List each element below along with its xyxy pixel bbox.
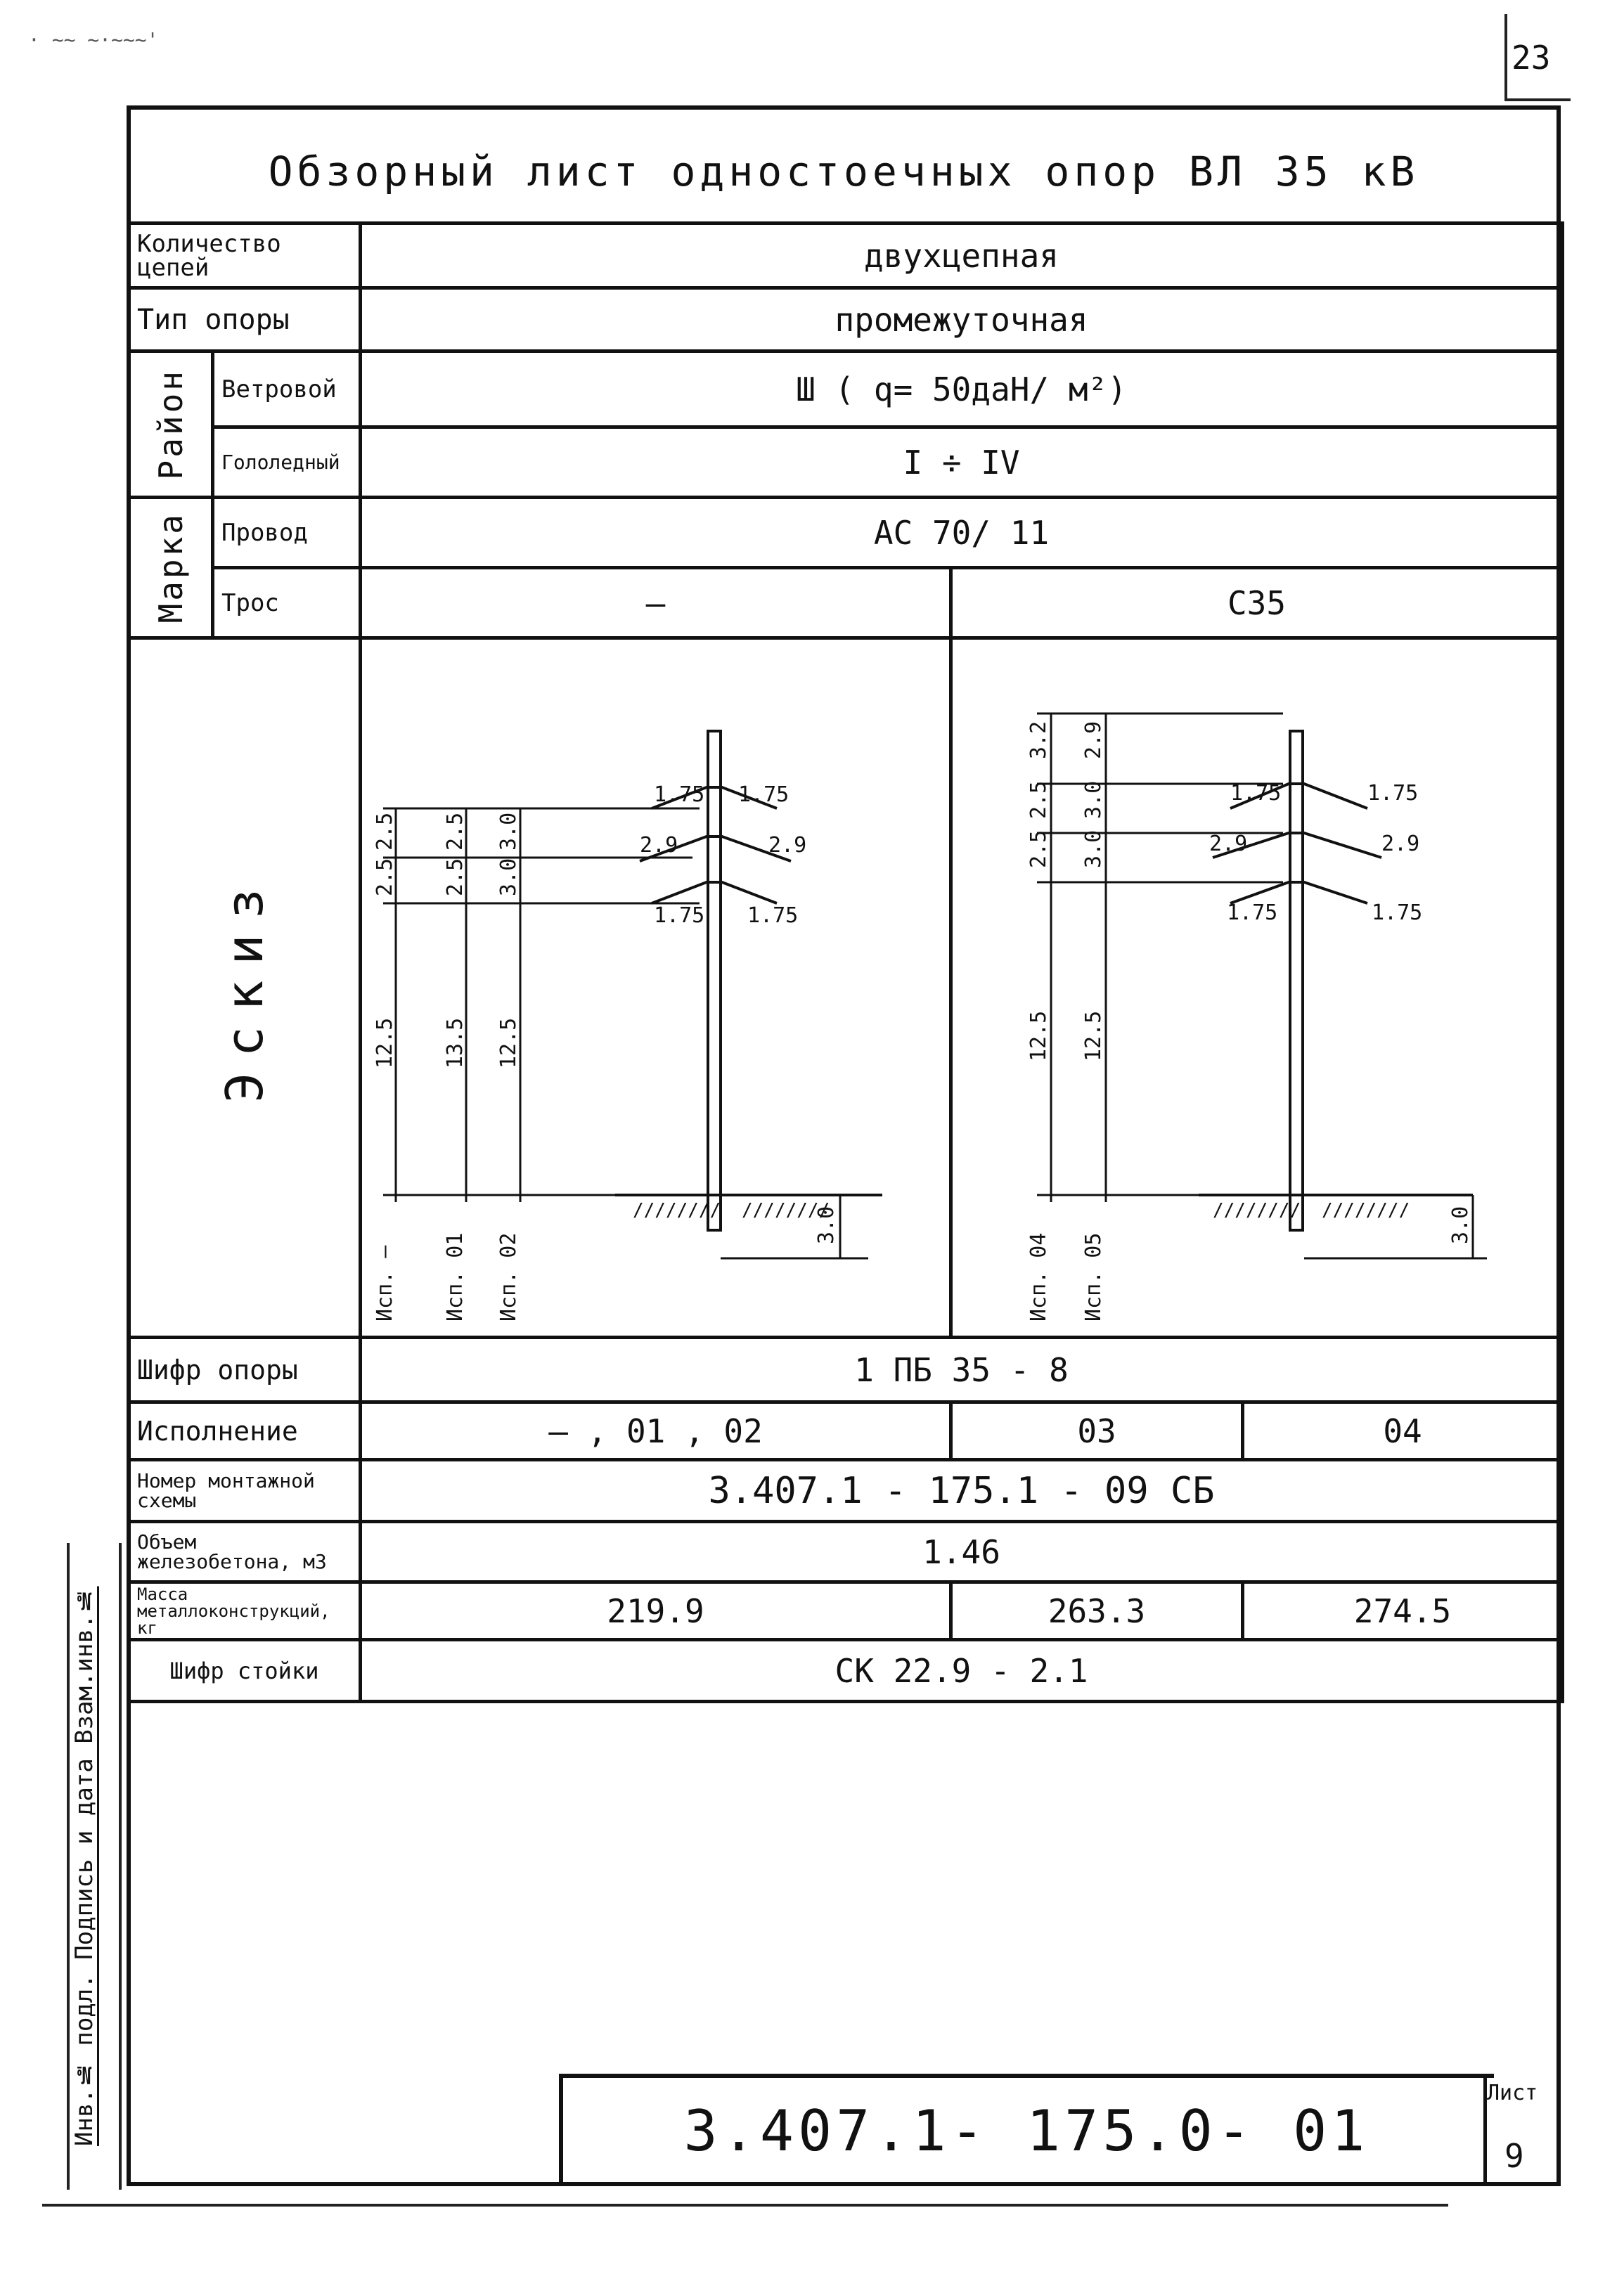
left-c3-a: 3.0 xyxy=(496,812,522,851)
row-scheme xyxy=(129,1460,1563,1522)
right-depth: 3.0 xyxy=(1448,1206,1474,1244)
sketch-label-cell xyxy=(129,638,361,1338)
left-low-l: 1.75 xyxy=(654,903,705,928)
circuits-value: двухцепная xyxy=(361,224,1563,288)
left-depth: 3.0 xyxy=(814,1206,839,1244)
row-concrete xyxy=(129,1522,1563,1582)
right-var-0: Исп. 04 xyxy=(1026,1232,1052,1322)
right-low-r: 1.75 xyxy=(1372,900,1423,925)
sketch-right xyxy=(951,638,1563,1338)
row-code xyxy=(129,1338,1563,1402)
sketch-right-drawing xyxy=(953,640,1557,1336)
metal-b: 263.3 xyxy=(951,1582,1243,1640)
right-c2-b: 3.0 xyxy=(1081,780,1107,819)
left-mid-l: 2.9 xyxy=(640,833,678,858)
wind-value: Ш ( q= 50даН/ м²) xyxy=(361,351,1563,427)
row-sketch xyxy=(129,638,1563,1338)
left-var-2: Исп. 02 xyxy=(496,1232,522,1322)
row-circuits xyxy=(129,224,1563,288)
left-c1-b: 2.5 xyxy=(373,858,398,896)
right-c1-d: 12.5 xyxy=(1026,1010,1052,1061)
right-low-l: 1.75 xyxy=(1227,900,1278,925)
sketch-label: Эскиз xyxy=(214,872,274,1103)
right-mid-l: 2.9 xyxy=(1209,832,1248,856)
row-cable xyxy=(129,568,1563,638)
row-metal xyxy=(129,1582,1563,1640)
brand-group-label: Марка xyxy=(151,512,190,624)
type-label: Тип опоры xyxy=(129,288,361,351)
version-a: — , 01 , 02 xyxy=(361,1402,951,1460)
right-c2-a: 2.9 xyxy=(1081,721,1107,759)
version-b: 03 xyxy=(951,1402,1243,1460)
ground-hatch-left: //////// xyxy=(633,1200,721,1221)
scan-marks: · ~~ ~·~~~' xyxy=(28,28,159,51)
pole-right xyxy=(1290,731,1303,1230)
row-version xyxy=(129,1402,1563,1460)
spec-table xyxy=(127,221,1564,1703)
type-value: промежуточная xyxy=(361,288,1563,351)
left-var-1: Исп. 01 xyxy=(443,1232,468,1322)
row-pole xyxy=(129,1640,1563,1702)
left-c3-c: 12.5 xyxy=(496,1017,522,1068)
right-c2-d: 12.5 xyxy=(1081,1010,1107,1061)
sketch-left xyxy=(361,638,951,1338)
cable-label: Трос xyxy=(213,568,361,638)
crossarm-left-low xyxy=(652,882,777,903)
sketch-left-drawing xyxy=(362,640,946,1336)
left-var-0: Исп. — xyxy=(373,1245,398,1322)
pole-label: Шифр стойки xyxy=(129,1640,361,1702)
left-top-l: 1.75 xyxy=(654,782,705,807)
document-code: 3.407.1- 175.0- 01 xyxy=(683,2098,1370,2164)
version-c: 04 xyxy=(1243,1402,1563,1460)
sheet-title: Обзорный лист одностоечных опор ВЛ 35 кВ xyxy=(268,148,1419,195)
version-label: Исполнение xyxy=(129,1402,361,1460)
concrete-value: 1.46 xyxy=(361,1522,1563,1582)
page-number: 23 xyxy=(1512,39,1551,77)
row-type xyxy=(129,288,1563,351)
scheme-label: Номер монтажной схемы xyxy=(129,1460,361,1522)
ice-label: Гололедный xyxy=(213,427,361,498)
sheet-label: Лист xyxy=(1487,2081,1538,2105)
scheme-value: 3.407.1 - 175.1 - 09 СБ xyxy=(361,1460,1563,1522)
left-c2-b: 2.5 xyxy=(443,858,468,896)
right-c1-a: 3.2 xyxy=(1026,721,1052,759)
wire-value: АС 70/ 11 xyxy=(361,498,1563,568)
left-c1-a: 2.5 xyxy=(373,812,398,851)
right-mid-r: 2.9 xyxy=(1381,832,1420,856)
circuits-label: Количество цепей xyxy=(129,224,361,288)
right-c2-c: 3.0 xyxy=(1081,829,1107,868)
ground-hatch-left-2: //////// xyxy=(742,1200,830,1221)
cable-left: — xyxy=(361,568,951,638)
ground-hatch-right: //////// xyxy=(1213,1200,1301,1221)
bottom-rule xyxy=(42,2204,1448,2207)
cable-right: С35 xyxy=(951,568,1563,638)
brand-group xyxy=(129,498,213,638)
code-value: 1 ПБ 35 - 8 xyxy=(361,1338,1563,1402)
right-top-r: 1.75 xyxy=(1367,781,1419,806)
ground-hatch-right-2: //////// xyxy=(1322,1200,1410,1221)
left-c2-a: 2.5 xyxy=(443,812,468,851)
wind-label: Ветровой xyxy=(213,351,361,427)
left-c2-c: 13.5 xyxy=(443,1017,468,1068)
side-stamp-text: Инв.№ подл. Подпись и дата Взам.инв.№ xyxy=(70,1586,98,2147)
left-top-r: 1.75 xyxy=(738,782,790,807)
left-c3-b: 3.0 xyxy=(496,858,522,896)
sheet-number: 9 xyxy=(1504,2137,1524,2175)
region-group xyxy=(129,351,213,498)
row-ice xyxy=(129,427,1563,498)
left-low-r: 1.75 xyxy=(747,903,799,928)
metal-a: 219.9 xyxy=(361,1582,951,1640)
metal-label: Масса металлоконструкций, кг xyxy=(129,1582,361,1640)
code-label: Шифр опоры xyxy=(129,1338,361,1402)
wire-label: Провод xyxy=(213,498,361,568)
right-c1-b: 2.5 xyxy=(1026,780,1052,819)
left-c1-c: 12.5 xyxy=(373,1017,398,1068)
right-var-1: Исп. 05 xyxy=(1081,1232,1107,1322)
pole-value: СК 22.9 - 2.1 xyxy=(361,1640,1563,1702)
region-group-label: Район xyxy=(151,368,190,480)
right-top-l: 1.75 xyxy=(1230,781,1282,806)
metal-c: 274.5 xyxy=(1243,1582,1563,1640)
concrete-label: Объем железобетона, м3 xyxy=(129,1522,361,1582)
left-mid-r: 2.9 xyxy=(768,833,807,858)
row-wind xyxy=(129,351,1563,427)
right-c1-c: 2.5 xyxy=(1026,829,1052,868)
pole-left xyxy=(708,731,721,1230)
ice-value: I ÷ IV xyxy=(361,427,1563,498)
row-wire xyxy=(129,498,1563,568)
